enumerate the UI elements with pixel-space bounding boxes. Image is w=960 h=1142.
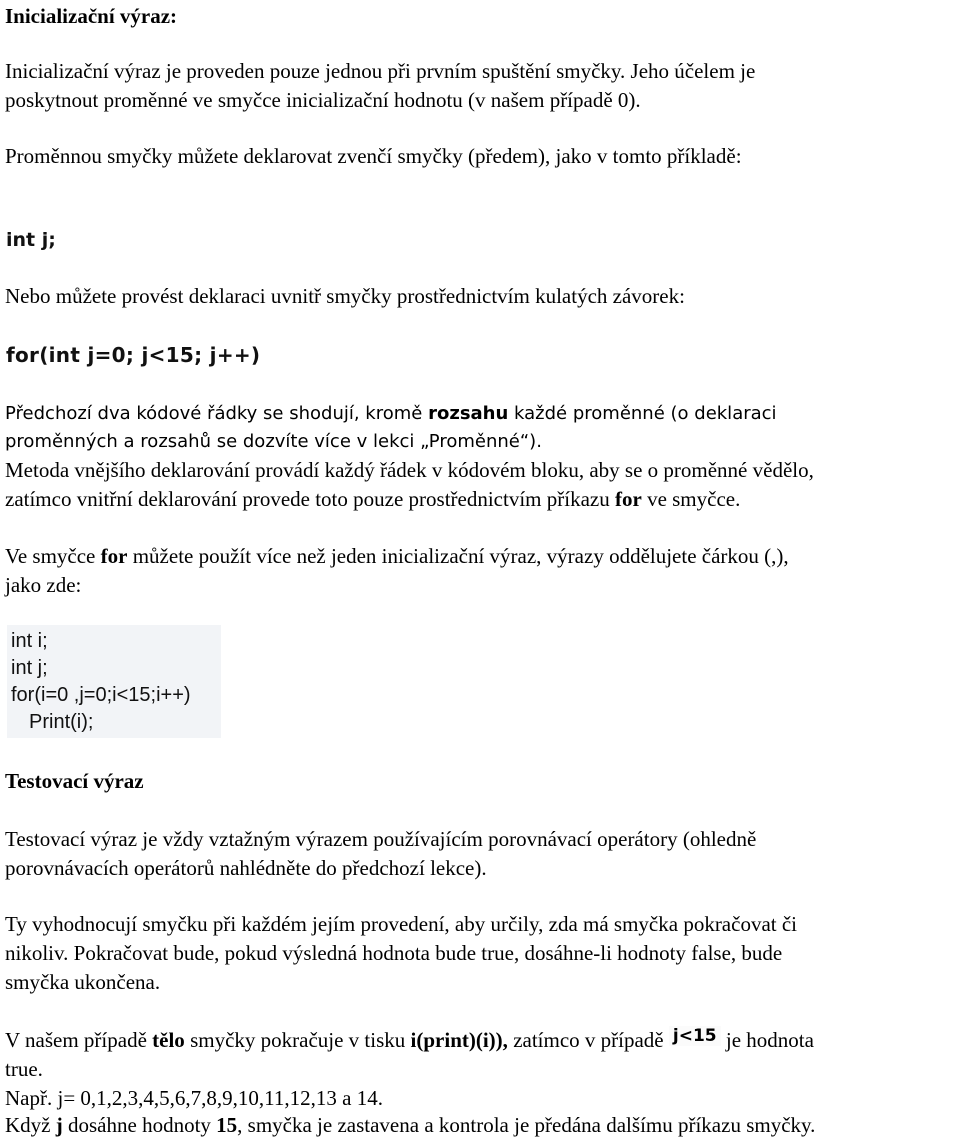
code-block-example [7,625,221,738]
code-line: for(i=0 ,j=0;i<15;i++) [11,684,191,706]
text-line: smyčka ukončena. [5,970,161,994]
code-line: int i; [11,630,48,652]
bold-value-15: 15 [216,1113,238,1137]
code-snippet-for-loop: for(int j=0; j<15; j++) [6,343,261,367]
text-line: jako zde: [5,573,82,597]
text-line: poskytnout proměnné ve smyčce inicializační hodnotu (v našem případě 0). [5,88,641,112]
paragraph-outside-declaration: Proměnnou smyčky můžete deklarovat zvenčí smyčky (předem), jako v tomto příkladě: [5,144,742,168]
text-line: true. [5,1057,43,1081]
text-line: Metoda vnějšího deklarování provádí každý řádek v kódovém bloku, aby se o proměnné vědělo, [5,458,814,482]
text-line [5,542,789,571]
text-line [5,1026,814,1055]
bold-term-print: i(print)(i)), [410,1028,508,1052]
bold-term-scope: rozsahu [428,403,509,424]
text-span: je hodnota [720,1028,814,1052]
text-line: porovnávacích operátorů nahlédněte do předchozí lekce). [5,856,487,880]
text-span: Když [5,1113,56,1137]
text-span: můžete použít více než jeden inicializační výraz, výrazy oddělujete čárkou (,), [127,544,789,568]
text-line: nikoliv. Pokračovat bude, pokud výsledná hodnota bude true, dosáhne-li hodnoty false, bude [5,941,783,965]
text-span: zatímco vnitřní deklarování provede toto pouze prostřednictvím příkazu [5,487,615,511]
text-line [5,399,777,428]
text-span: , smyčka je zastavena a kontrola je předána dalšímu příkazu smyčky. [237,1113,816,1137]
bold-keyword-for: for [614,487,642,511]
text-span: V našem případě [5,1028,153,1052]
text-span: ve smyčce. [641,487,741,511]
paragraph-termination [5,1111,815,1140]
text-span: dosáhne hodnoty [62,1113,217,1137]
bold-keyword-for: for [100,544,128,568]
paragraph-inside-declaration: Nebo můžete provést deklaraci uvnitř smyčky prostřednictvím kulatých závorek: [5,284,685,308]
bold-variable-j: j [55,1113,63,1137]
text-span: zatímco v případě [507,1028,669,1052]
text-span: smyčky pokračuje v tisku [184,1028,411,1052]
text-span: každé proměnné (o deklaraci [508,403,777,424]
text-line: proměnných a rozsahů se dozvíte více v lekci „Proměnné“). [5,431,542,452]
text-line [5,485,740,514]
text-line: Inicializační výraz je proveden pouze jednou při prvním spuštění smyčky. Jeho účelem je [5,59,756,83]
inline-code-condition: j<15 [669,1026,721,1046]
text-line: Ty vyhodnocují smyčku při každém jejím provedení, aby určily, zda má smyčka pokračovat či [5,912,798,936]
section-heading-test: Testovací výraz [5,769,144,793]
bold-term-body: tělo [152,1028,185,1052]
page-title: Inicializační výraz: [5,4,178,28]
code-snippet-declaration: int j; [6,229,56,251]
code-line: int j; [11,657,48,679]
text-span: Předchozí dva kódové řádky se shodují, kromě [5,403,429,424]
text-span: Ve smyčce [5,544,101,568]
text-line: Testovací výraz je vždy vztažným výrazem používajícím porovnávací operátory (ohledně [5,827,757,851]
code-line: Print(i); [29,711,94,733]
paragraph-example-values: Např. j= 0,1,2,3,4,5,6,7,8,9,10,11,12,13 a 14. [5,1086,383,1110]
